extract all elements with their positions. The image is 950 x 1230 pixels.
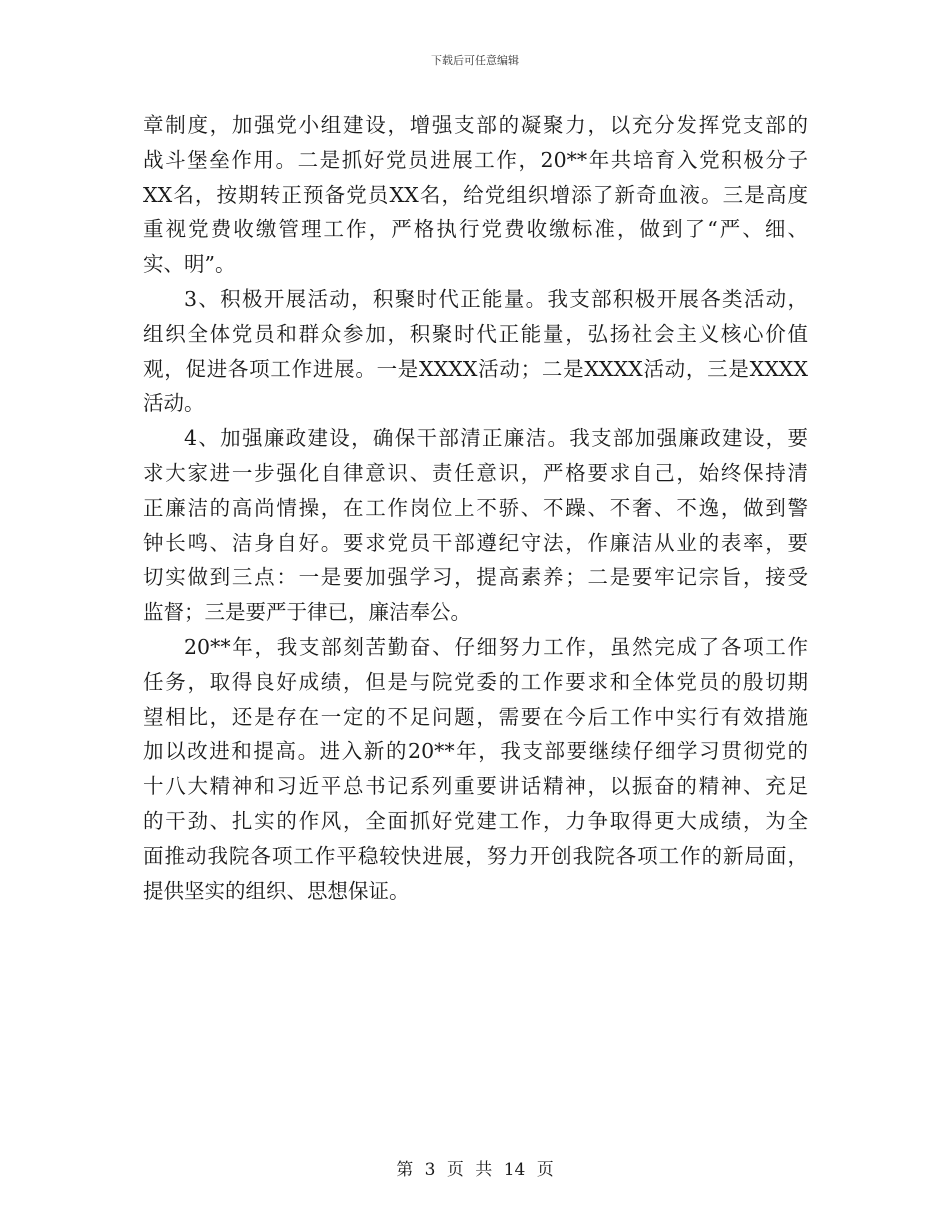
body-line: 望相比，还是存在一定的不足问题，需要在今后工作中实行有效措施	[143, 704, 808, 729]
body-line: 正廉洁的高尚情操，在工作岗位上不骄、不躁、不奢、不逸，做到警	[143, 495, 808, 520]
body-line: 加以改进和提高。进入新的20**年，我支部要继续仔细学习贯彻党的	[143, 739, 808, 764]
body-line: 观，促进各项工作进展。一是XXXX活动；二是XXXX活动，三是XXXX	[143, 356, 808, 381]
body-line: 章制度，加强党小组建设，增强支部的凝聚力，以充分发挥党支部的	[143, 113, 808, 137]
body-line: 20**年，我支部刻苦勤奋、仔细努力工作，虽然完成了各项工作	[184, 634, 808, 659]
body-line: 钟长鸣、洁身自好。要求党员干部遵纪守法，作廉洁从业的表率，要	[143, 530, 808, 555]
document-body	[143, 108, 808, 908]
body-line: 组织全体党员和群众参加，积聚时代正能量，弘扬社会主义核心价值	[143, 321, 808, 346]
body-line: 的干劲、扎实的作风，全面抓好党建工作，力争取得更大成绩，为全	[143, 808, 808, 833]
body-line: 实、明”。	[143, 252, 236, 277]
body-line: 活动。	[143, 391, 205, 416]
body-line: 求大家进一步强化自律意识、责任意识，严格要求自己，始终保持清	[143, 460, 808, 485]
body-line: 监督；三是要严于律已，廉洁奉公。	[143, 600, 471, 625]
page-header: 下载后可任意编辑	[431, 54, 519, 67]
body-line: 十八大精神和习近平总书记系列重要讲话精神，以振奋的精神、充足	[143, 774, 808, 799]
body-line: 重视党费收缴管理工作，严格执行党费收缴标准，做到了“严、细、	[143, 217, 808, 242]
body-line: 4、加强廉政建设，确保干部清正廉洁。我支部加强廉政建设，要	[184, 426, 808, 451]
body-line: 战斗堡垒作用。二是抓好党员进展工作，20**年共培育入党积极分子	[143, 147, 808, 172]
body-line: 切实做到三点：一是要加强学习，提高素养；二是要牢记宗旨，接受	[143, 565, 808, 590]
body-line: 面推动我院各项工作平稳较快进展，努力开创我院各项工作的新局面，	[143, 843, 808, 868]
page-number-footer: 第 3 页 共 14 页	[396, 1160, 554, 1180]
body-line: 3、积极开展活动，积聚时代正能量。我支部积极开展各类活动，	[184, 286, 808, 311]
body-line: 提供坚实的组织、思想保证。	[143, 878, 410, 903]
body-line: 任务，取得良好成绩，但是与院党委的工作要求和全体党员的殷切期	[143, 669, 808, 694]
body-line: XX名，按期转正预备党员XX名，给党组织增添了新奇血液。三是高度	[143, 182, 808, 207]
